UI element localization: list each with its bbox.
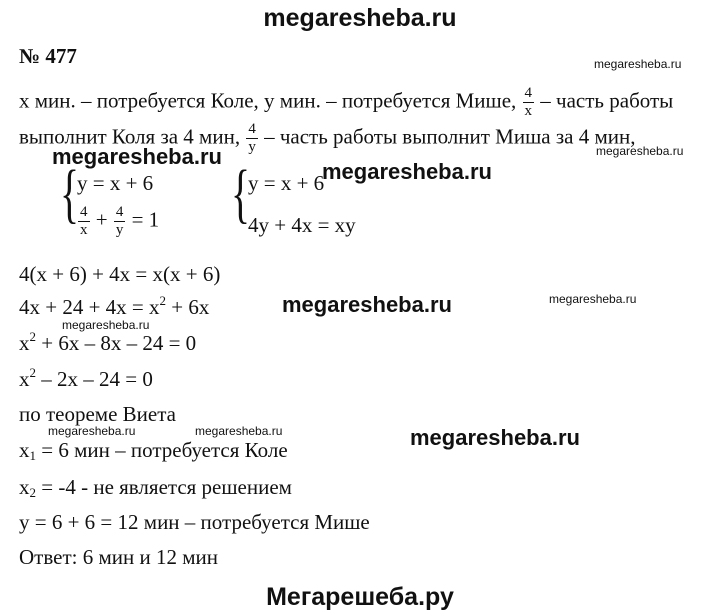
header-watermark: megaresheba.ru xyxy=(263,4,457,32)
fraction-numerator: 4 xyxy=(248,121,256,137)
step-1: 4(x + 6) + 4x = x(x + 6) xyxy=(19,262,221,286)
answer: Ответ: 6 мин и 12 мин xyxy=(19,545,218,569)
system2-eq1: y = x + 6 xyxy=(248,171,325,195)
fraction-denominator: y xyxy=(115,222,124,238)
step-5: по теореме Виета xyxy=(19,402,176,426)
system-brace: { xyxy=(231,157,251,230)
subscript: 2 xyxy=(29,485,36,500)
fraction-4-over-x xyxy=(78,205,90,238)
step-3 xyxy=(19,331,196,355)
watermark-bold: megaresheba.ru xyxy=(282,292,452,317)
exponent: 2 xyxy=(29,365,36,380)
root-2 xyxy=(19,475,292,499)
footer-watermark: Мегарешеба.ру xyxy=(266,583,454,611)
step-3-part: x xyxy=(19,331,30,355)
system2-eq2: 4y + 4x = xy xyxy=(248,213,356,237)
problem-number: № 477 xyxy=(19,44,77,68)
fraction-numerator: 4 xyxy=(524,85,533,101)
fraction-numerator: 4 xyxy=(115,204,124,220)
root-1 xyxy=(19,438,288,462)
step-4-part: – 2x – 24 = 0 xyxy=(36,367,153,391)
fraction-denominator: y xyxy=(248,139,256,155)
step-2-part: + 6x xyxy=(166,295,210,319)
system1-eq1: y = x + 6 xyxy=(77,171,154,195)
step-2 xyxy=(19,295,209,319)
step-4 xyxy=(19,367,153,391)
watermark-small: megaresheba.ru xyxy=(594,57,682,71)
exponent: 2 xyxy=(29,329,36,344)
watermark-bold: megaresheba.ru xyxy=(410,425,580,450)
step-3-part: + 6x – 8x – 24 = 0 xyxy=(36,331,197,355)
plus-sign: + xyxy=(95,207,108,232)
root-text: = 6 мин – потребуется Коле xyxy=(36,438,288,462)
step-6: y = 6 + 6 = 12 мин – потребуется Мише xyxy=(19,510,370,534)
subscript: 1 xyxy=(29,448,36,463)
fraction-denominator: x xyxy=(80,222,88,238)
watermark-small: megaresheba.ru xyxy=(549,292,637,306)
fraction-4-over-y xyxy=(246,122,258,155)
fraction-numerator: 4 xyxy=(80,204,88,220)
intro-line-1 xyxy=(19,86,673,119)
system-brace: { xyxy=(60,157,80,230)
watermark-small: megaresheba.ru xyxy=(596,144,684,158)
system1-eq2 xyxy=(77,205,159,238)
step-4-part: x xyxy=(19,367,30,391)
equation-tail: = 1 xyxy=(131,207,160,232)
intro-text-1b: – часть работы xyxy=(540,88,674,113)
exponent: 2 xyxy=(159,293,167,308)
intro-text-1a: x мин. – потребуется Коле, y мин. – потребуется Мише, xyxy=(19,88,517,113)
fraction-4-over-x xyxy=(523,86,535,119)
intro-text-2b: – часть работы выполнит Миша за 4 мин, xyxy=(264,124,636,149)
root-variable: x xyxy=(19,475,30,499)
watermark-bold: megaresheba.ru xyxy=(52,144,222,169)
watermark-small: megaresheba.ru xyxy=(48,424,136,438)
step-2-part: 4x + 24 + 4x = x xyxy=(19,295,160,319)
intro-text-2a: выполнит Коля за 4 мин, xyxy=(19,124,241,149)
fraction-4-over-y xyxy=(114,205,126,238)
fraction-denominator: x xyxy=(524,103,533,119)
watermark-small: megaresheba.ru xyxy=(62,318,150,332)
root-text: = -4 - не является решением xyxy=(36,475,292,499)
watermark-bold: megaresheba.ru xyxy=(322,159,492,184)
root-variable: x xyxy=(19,438,30,462)
watermark-small: megaresheba.ru xyxy=(195,424,283,438)
